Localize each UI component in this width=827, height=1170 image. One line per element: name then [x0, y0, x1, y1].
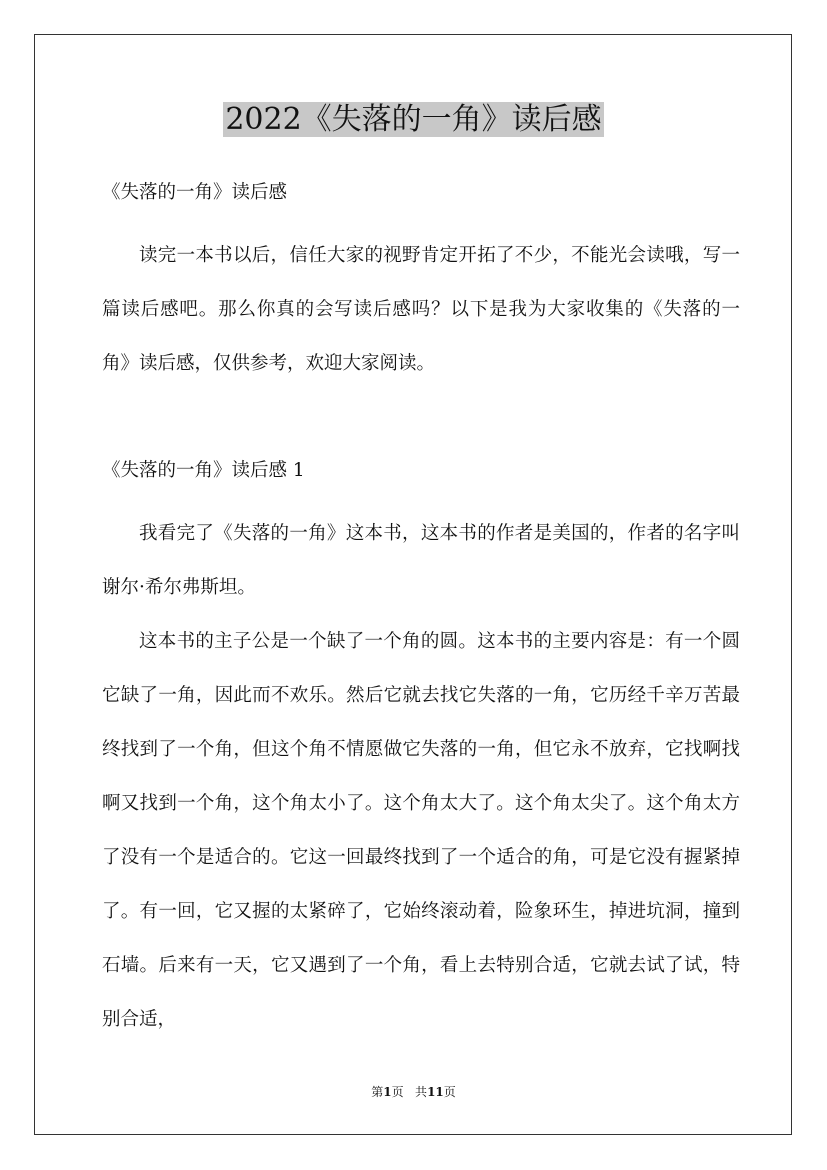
body-paragraph: 这本书的主子公是一个缺了一个角的圆。这本书的主要内容是：有一个圆它缺了一角，因此而不欢乐。然后它就去找它失落的一角，它历经千辛万苦最终找到了一个角，但这个角不情愿做它失落的一角，但它永不放弃，它找啊找啊又找到一个角，这个角太小了。这个角太大了。这个角太尖了。这个角太方了没有一个是适合的。它这一回最终找到了一个适合的角，可是它没有握紧掉了。有一回，它又握的太紧碎了，它始终滚动着，险象环生，掉进坑洞，撞到石墙。后来有一天，它又遇到了一个角，看上去特别合适，它就去试了试，特别合适， — [102, 631, 740, 1030]
paragraph-gap — [102, 391, 740, 441]
body-paragraph: 我看完了《失落的一角》这本书，这本书的作者是美国的，作者的名字叫谢尔·希尔弗斯坦。 — [102, 523, 740, 598]
section-heading: 《失落的一角》读后感 — [102, 182, 288, 203]
footer-total-prefix: 共 — [415, 1085, 428, 1099]
footer-page-suffix: 页 — [391, 1085, 404, 1099]
footer-total-suffix: 页 — [443, 1085, 456, 1099]
page-footer — [0, 1083, 827, 1101]
footer-page-number: 1 — [383, 1085, 392, 1099]
document-title — [0, 98, 827, 142]
document-body — [102, 175, 740, 1047]
document-title-text: 2022《失落的一角》读后感 — [225, 102, 602, 137]
footer-total-pages: 11 — [427, 1085, 444, 1099]
footer-page-prefix: 第 — [371, 1085, 384, 1099]
intro-paragraph: 读完一本书以后，信任大家的视野肯定开拓了不少，不能光会读哦，写一篇读后感吧。那么你真的会写读后感吗？以下是我为大家收集的《失落的一角》读后感，仅供参考，欢迎大家阅读。 — [102, 245, 740, 374]
essay-heading: 《失落的一角》读后感 1 — [102, 460, 305, 481]
